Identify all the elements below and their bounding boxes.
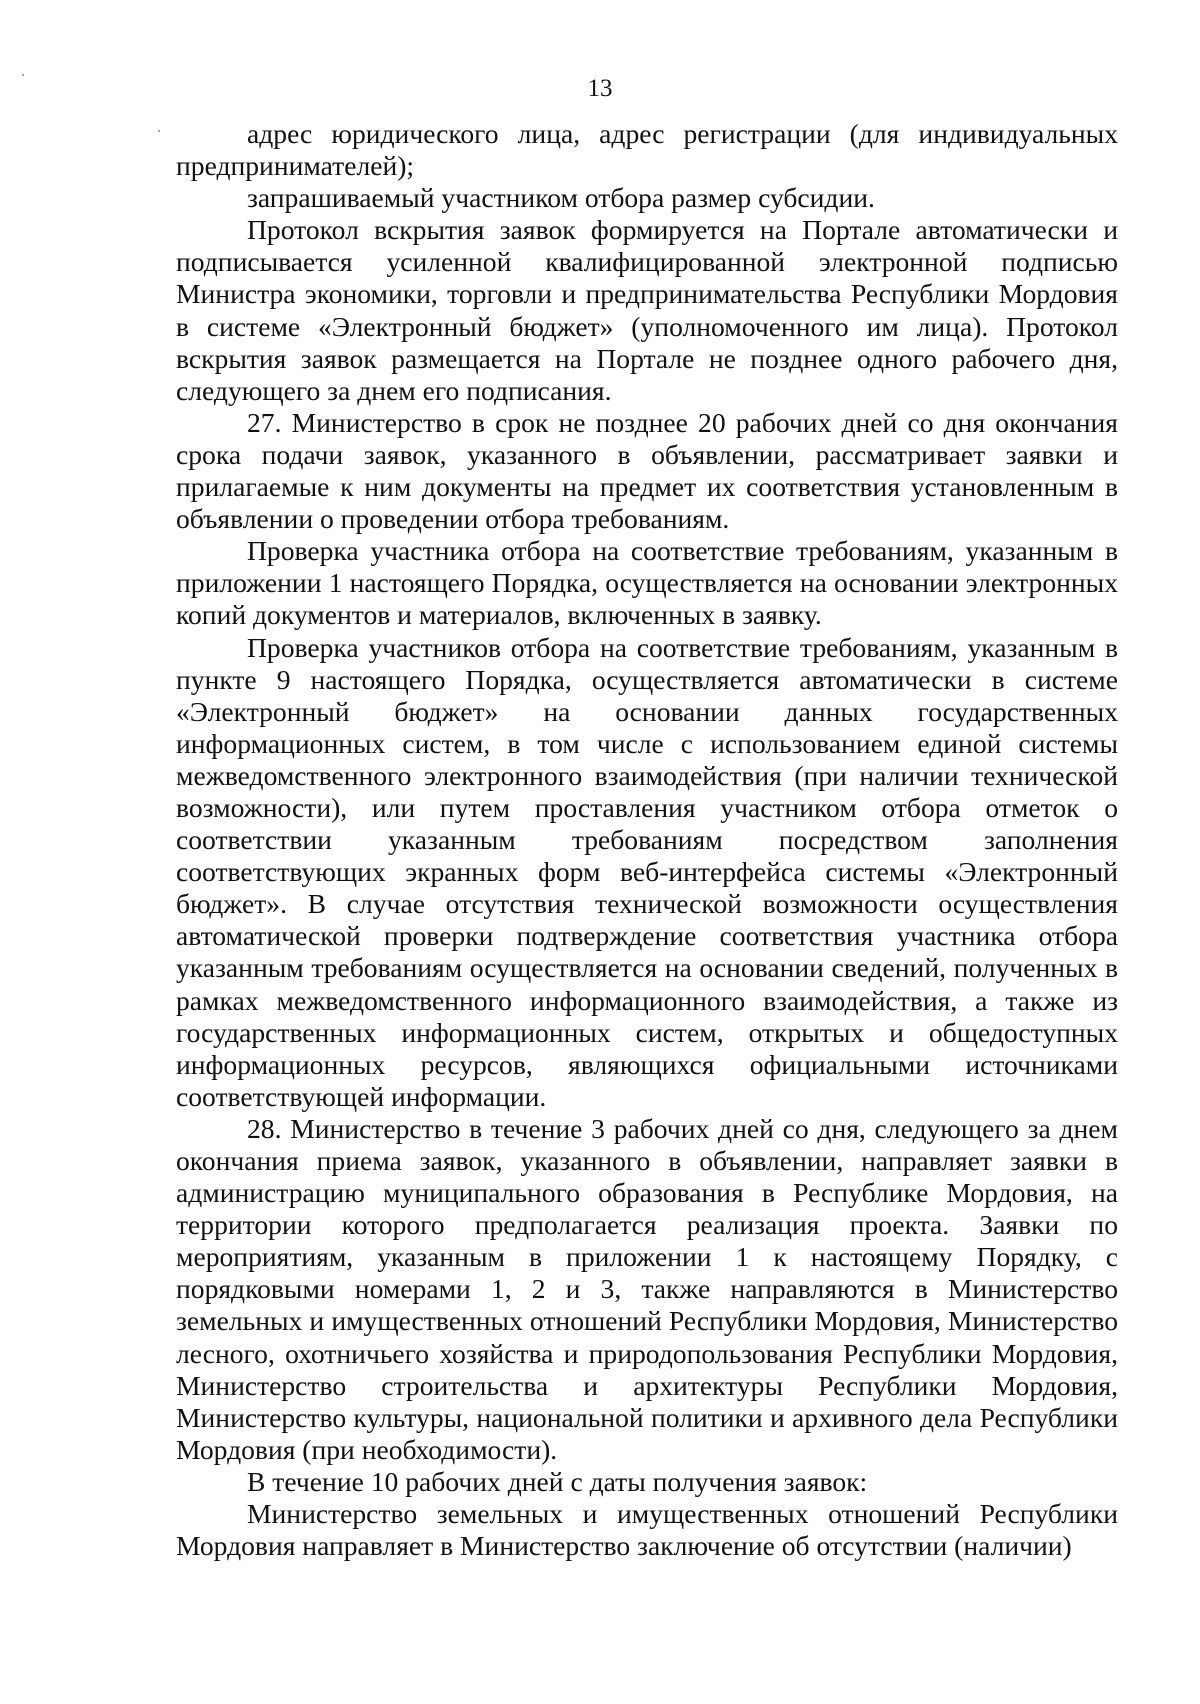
paragraph-appendix-check: Проверка участника отбора на соответствие требованиям, указанным в приложении 1 настоящего Порядка, осуществляется на основании электронных копий документов и материалов, включенных в заявку. (176, 535, 1118, 631)
document-body (176, 118, 1118, 1562)
paragraph-address: адрес юридического лица, адрес регистрации (для индивидуальных предпринимателей); (176, 118, 1118, 182)
paragraph-subsidy-amount: запрашиваемый участником отбора размер субсидии. (247, 182, 875, 214)
paragraph-clause-28: 28. Министерство в течение 3 рабочих дней со дня, следующего за днем окончания приема заявок, указанного в объявлении, направляет заявки в администрацию муниципального образования в Республике Мордовия, на территории которого предполагается реализация проекта. Заявки по мероприятиям, указанным в приложении 1 к настоящему Порядку, с порядковыми номерами 1, 2 и 3, также направляются в Министерство земельных и имущественных отношений Республики Мордовия, Министерство лесного, охотничьего хозяйства и природопользования Республики Мордовия, Министерство строительства и архитектуры Республики Мордовия, Министерство культуры, национальной политики и архивного дела Республики Мордовия (при необходимости). (176, 1112, 1118, 1465)
paragraph-opening-protocol: Протокол вскрытия заявок формируется на Портале автоматически и подписывается усиленной квалифицированной электронной подписью Министра экономики, торговли и предпринимательства Республики Мордовия в системе «Электронный бюджет» (уполномоченного им лица). Протокол вскрытия заявок размещается на Портале не позднее одного рабочего дня, следующего за днем его подписания. (176, 214, 1118, 406)
scan-speck (158, 130, 160, 132)
paragraph-ten-days: В течение 10 рабочих дней с даты получения заявок: (247, 1465, 868, 1497)
paragraph-automatic-check: Проверка участников отбора на соответствие требованиям, указанным в пункте 9 настоящего Порядка, осуществляется автоматически в системе «Электронный бюджет» на основании данных государственных информационных систем, в том числе с использованием единой системы межведомственного электронного взаимодействия (при наличии технической возможности), или путем проставления участником отбора отметок о соответствии указанным требованиям посредством заполнения соответствующих экранных форм веб-интерфейса системы «Электронный бюджет». В случае отсутствия технической возможности осуществления автоматической проверки подтверждение соответствия участника отбора указанным требованиям осуществляется на основании сведений, полученных в рамках межведомственного информационного взаимодействия, а также из государственных информационных систем, открытых и общедоступных информационных ресурсов, являющихся официальными источниками соответствующей информации. (176, 631, 1118, 1112)
paragraph-land-ministry: Министерство земельных и имущественных отношений Республики Мордовия направляет в Министерство заключение об отсутствии (наличии) (176, 1498, 1118, 1562)
page-number: 13 (587, 75, 613, 102)
paragraph-clause-27: 27. Министерство в срок не позднее 20 рабочих дней со дня окончания срока подачи заявок, указанного в объявлении, рассматривает заявки и прилагаемые к ним документы на предмет их соответствия установленным в объявлении о проведении отбора требованиям. (176, 406, 1118, 535)
